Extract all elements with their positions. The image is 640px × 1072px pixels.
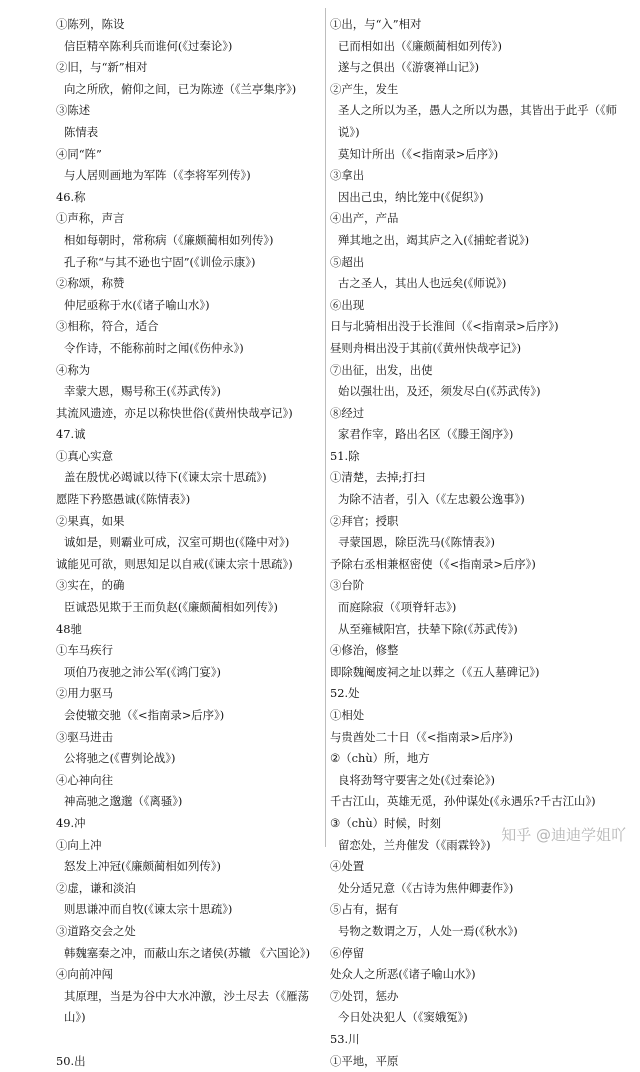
entry-line: ②（chù）所，地方 [330,748,620,770]
entry-line: ④处置 [330,856,620,878]
entry-line: ④同“阵” [56,144,318,166]
example-sentence: 处分适兄意（《古诗为焦仲卿妻作》) [330,878,620,900]
entry-line: ①出，与“入”相对 [330,14,620,36]
entry-line: ②虚，谦和淡泊 [56,878,318,900]
entry-line: 其流风遗迹，亦足以称快世俗(《黄州快哉亭记》) [56,403,318,425]
entry-line: ③拿出 [330,165,620,187]
entry-line: ⑥出现 [330,295,620,317]
example-sentence: 家君作宰，路出名区（《滕王阁序》) [330,424,620,446]
entry-line: 愿陛下矜愍愚诚(《陈情表》) [56,489,318,511]
blank-line [56,1029,318,1051]
example-sentence: 已而相如出（《廉颇蔺相如列传》) [330,36,620,58]
entry-line: 与贵酋处二十日（《<指南录>后序》) [330,727,620,749]
entry-line: 47.诚 [56,424,318,446]
entry-line: ③相称，符合，适合 [56,316,318,338]
entry-line: ②果真，如果 [56,511,318,533]
entry-line: 51.除 [330,446,620,468]
entry-line: ⑦出征，出发，出使 [330,360,620,382]
entry-line: ②称颂，称赞 [56,273,318,295]
zhihu-watermark: 知乎 @迪迪学姐吖 [501,824,626,845]
entry-line: ④心神向往 [56,770,318,792]
example-sentence: 今日处决犯人（《窦娥冤》) [330,1007,620,1029]
example-sentence: 号物之数谓之万，人处一焉(《秋水》) [330,921,620,943]
example-sentence: 遂与之俱出（《游褒禅山记》) [330,57,620,79]
entry-line: 即除魏阉废祠之址以葬之（《五人墓碑记》) [330,662,620,684]
example-sentence: 与人居则画地为军阵（《李将军列传》) [56,165,318,187]
example-sentence: 殚其地之出，竭其庐之入(《捕蛇者说》) [330,230,620,252]
entry-line: 处众人之所恶(《诸子喻山水》) [330,964,620,986]
entry-line: ⑤占有，据有 [330,899,620,921]
example-sentence: 韩魏塞秦之冲，而蔽山东之诸侯(苏辙 《六国论》) [56,943,318,965]
left-column [56,14,318,1072]
example-sentence: 会使辙交驰（《<指南录>后序》) [56,705,318,727]
right-column [330,14,620,1072]
entry-line: 49.冲 [56,813,318,835]
column-divider [325,8,326,847]
entry-line: ②产生，发生 [330,79,620,101]
example-sentence: 盖在殷忧必竭诚以待下(《谏太宗十思疏》) [56,467,318,489]
example-sentence: 圣人之所以为圣，愚人之所以为愚，其皆出于此乎（《师说》) [330,100,620,143]
entry-line: ①车马疾行 [56,640,318,662]
example-sentence: 陈情表 [56,122,318,144]
example-sentence: 其原理，当是为谷中大水冲激，沙土尽去（《雁荡山》) [56,986,318,1029]
example-sentence: 神高驰之邈邈（《离骚》) [56,791,318,813]
entry-line: ①向上冲 [56,835,318,857]
entry-line: ⑤超出 [330,252,620,274]
entry-line: 予除右丞相兼枢密使（《<指南录>后序》) [330,554,620,576]
entry-line: ①真心实意 [56,446,318,468]
entry-line: 52.处 [330,683,620,705]
entry-line: 日与北骑相出没于长淮间（《<指南录>后序》) [330,316,620,338]
entry-line: ③陈述 [56,100,318,122]
example-sentence: 从至雍棫阳宫，扶辇下除(《苏武传》) [330,619,620,641]
entry-line: ①相处 [330,705,620,727]
entry-line: ④向前冲闯 [56,964,318,986]
example-sentence: 令作诗，不能称前时之闻(《伤仲永》) [56,338,318,360]
example-sentence: 怒发上冲冠(《廉颇蔺相如列传》) [56,856,318,878]
entry-line: ①平地，平原 [330,1051,620,1072]
entry-line: ③台阶 [330,575,620,597]
entry-line: ②拜官；授职 [330,511,620,533]
example-sentence: 莫知计所出（《<指南录>后序》) [330,144,620,166]
entry-line: 46.称 [56,187,318,209]
entry-line: ①陈列，陈设 [56,14,318,36]
example-sentence: 始以强壮出，及还，须发尽白(《苏武传》) [330,381,620,403]
example-sentence: 相如每朝时，常称病（《廉颇蔺相如列传》) [56,230,318,252]
example-sentence: 项伯乃夜驰之沛公军(《鸿门宴》) [56,662,318,684]
example-sentence: 留恋处，兰舟催发（《雨霖铃》) [330,835,620,857]
entry-line: ③（chù）时候，时刻 [330,813,620,835]
entry-line: ④出产，产品 [330,208,620,230]
entry-line: 千古江山，英雄无觅，孙仲谋处(《永遇乐?千古江山》) [330,791,620,813]
entry-line: 53.川 [330,1029,620,1051]
entry-line: ③实在，的确 [56,575,318,597]
example-sentence: 向之所欣，俯仰之间，已为陈迹（《兰亭集序》) [56,79,318,101]
example-sentence: 幸蒙大恩，赐号称王(《苏武传》) [56,381,318,403]
example-sentence: 寻蒙国恩，除臣洗马(《陈情表》) [330,532,620,554]
entry-line: ①声称，声言 [56,208,318,230]
entry-line: ③道路交会之处 [56,921,318,943]
entry-line: ⑥停留 [330,943,620,965]
example-sentence: 信臣精卒陈利兵而谁何(《过秦论》) [56,36,318,58]
entry-line: 50.出 [56,1051,318,1072]
entry-line: 48驰 [56,619,318,641]
entry-line: 诚能见可欲，则思知足以自戒(《谏太宗十思疏》) [56,554,318,576]
example-sentence: 公将驰之(《曹刿论战》) [56,748,318,770]
entry-line: 昼则舟楫出没于其前(《黄州快哉亭记》) [330,338,620,360]
entry-line: ③驱马进击 [56,727,318,749]
example-sentence: 诚如是，则霸业可成，汉室可期也(《隆中对》) [56,532,318,554]
entry-line: ⑧经过 [330,403,620,425]
example-sentence: 仲尼亟称于水(《诸子喻山水》) [56,295,318,317]
example-sentence: 为除不洁者，引入（《左忠毅公逸事》) [330,489,620,511]
entry-line: ①清楚，去掉;打扫 [330,467,620,489]
example-sentence: 孔子称“与其不逊也宁固”(《训俭示康》) [56,252,318,274]
example-sentence: 而庭除寂（《项脊轩志》) [330,597,620,619]
entry-line: ②旧，与“新”相对 [56,57,318,79]
example-sentence: 古之圣人，其出人也远矣(《师说》) [330,273,620,295]
example-sentence: 良将劲弩守要害之处(《过秦论》) [330,770,620,792]
entry-line: ⑦处罚，惩办 [330,986,620,1008]
entry-line: ④修治，修整 [330,640,620,662]
example-sentence: 因出己虫，纳比笼中(《促织》) [330,187,620,209]
entry-line: ②用力驱马 [56,683,318,705]
entry-line: ④称为 [56,360,318,382]
example-sentence: 臣诚恐见欺于王而负赵(《廉颇蔺相如列传》) [56,597,318,619]
example-sentence: 则思谦冲而自牧(《谏太宗十思疏》) [56,899,318,921]
